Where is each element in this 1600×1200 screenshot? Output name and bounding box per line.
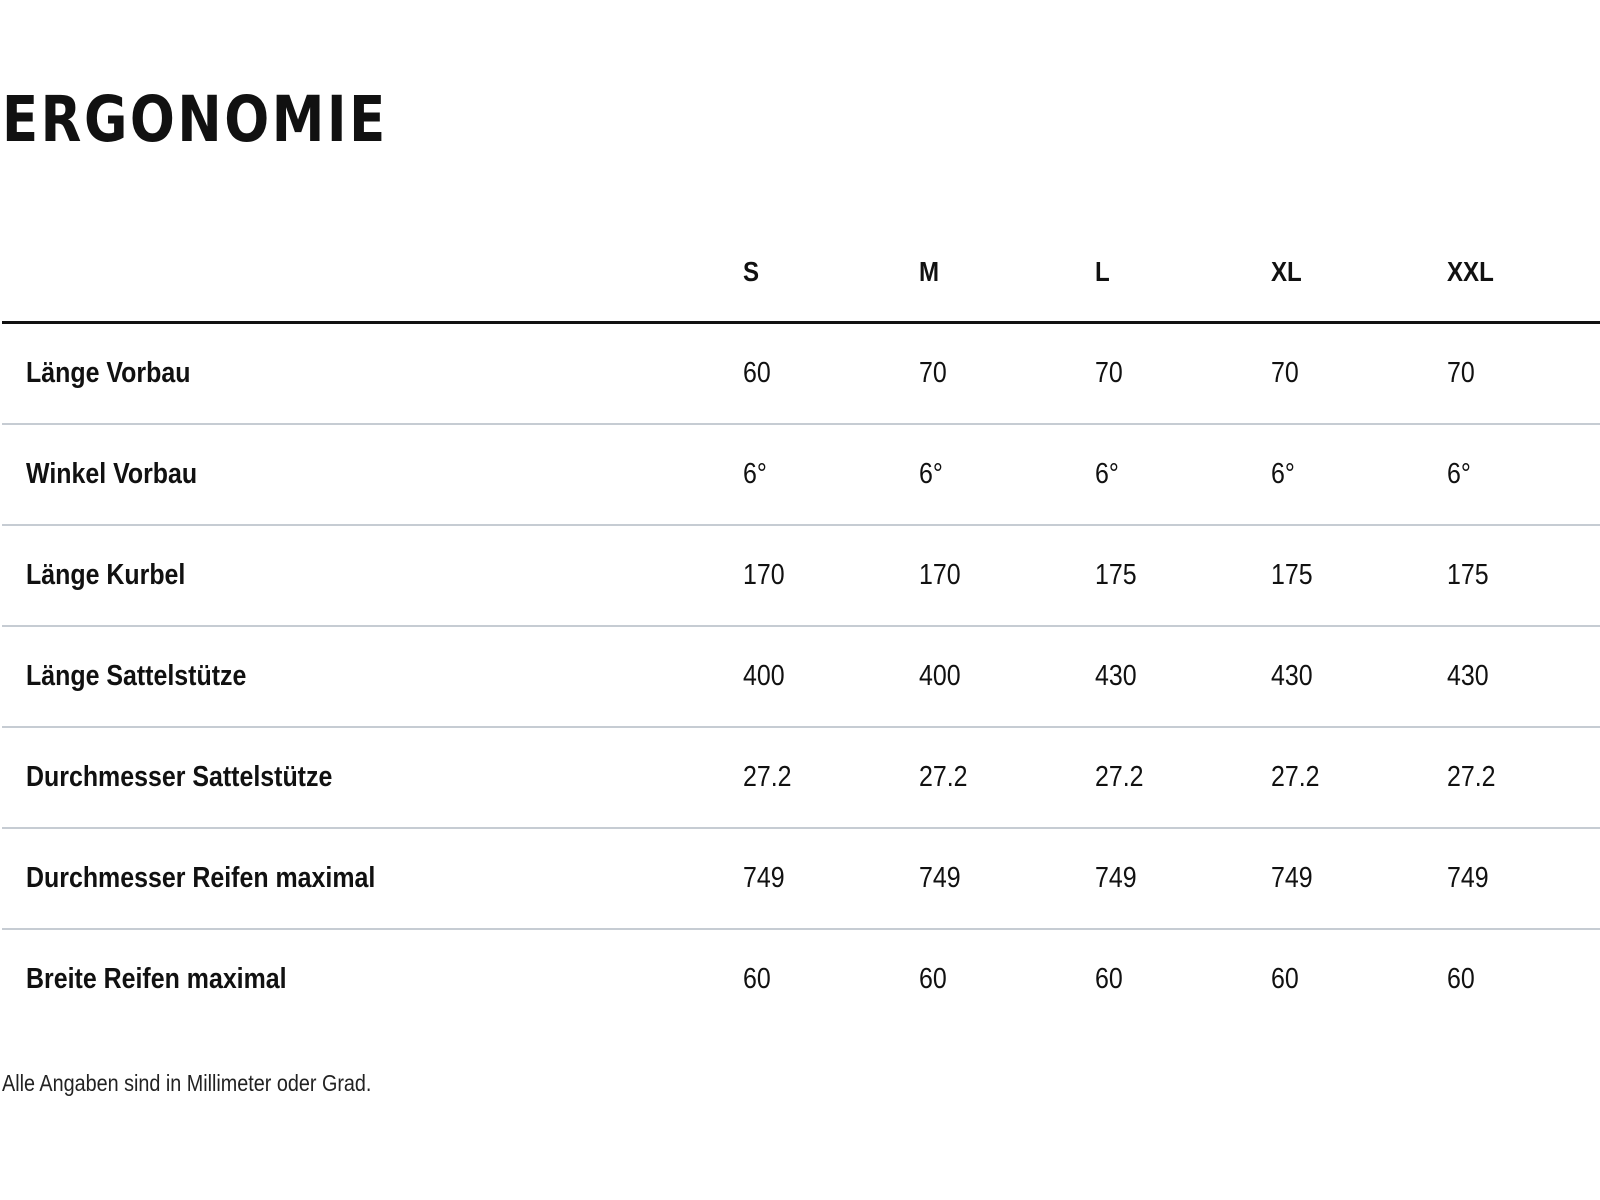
table-cell: 175: [1095, 525, 1271, 626]
row-label: Länge Sattelstütze: [2, 626, 743, 727]
header-size-l: L: [1095, 222, 1271, 323]
table-cell: 70: [1447, 323, 1600, 425]
table-row: [2, 727, 1600, 828]
table-cell: 60: [1095, 963, 1123, 995]
row-label: Durchmesser Reifen maximal: [2, 828, 743, 929]
table-cell: 6°: [919, 424, 1095, 525]
table-cell: 175: [1271, 525, 1447, 626]
page-title: ERGONOMIE: [2, 83, 388, 156]
table-cell: 27.2: [1271, 727, 1447, 828]
table-cell: 70: [1271, 323, 1447, 425]
table-cell: 27.2: [919, 727, 1095, 828]
table-cell: 27.2: [1095, 727, 1271, 828]
table-body: [2, 323, 1600, 1030]
table-row: [2, 929, 1600, 1029]
header-size-xxl: XXL: [1447, 222, 1600, 323]
table-cell: 749: [919, 828, 1095, 929]
table-cell: 175: [1447, 525, 1600, 626]
table-cell: 400: [743, 626, 919, 727]
ergonomics-table: [2, 222, 1600, 1029]
table-cell: 430: [1271, 626, 1447, 727]
table-cell: 70: [1095, 323, 1271, 425]
table-cell: 170: [743, 525, 919, 626]
table-cell: 430: [1095, 626, 1271, 727]
table-cell: 749: [1271, 828, 1447, 929]
table-cell: 6°: [743, 424, 919, 525]
table-cell: 6°: [1271, 424, 1447, 525]
table-row: [2, 525, 1600, 626]
table-header: [2, 222, 1600, 323]
table-row: [2, 424, 1600, 525]
table-row: [2, 626, 1600, 727]
header-size-s: S: [743, 222, 919, 323]
table-cell: 6°: [1095, 424, 1271, 525]
table-cell: 60: [1271, 963, 1299, 995]
table-row: [2, 828, 1600, 929]
table-cell: 60: [743, 323, 919, 425]
table-cell: 27.2: [1447, 727, 1600, 828]
footnote: Alle Angaben sind in Millimeter oder Grad.: [2, 1070, 372, 1096]
row-label: Winkel Vorbau: [2, 424, 743, 525]
header-empty: [2, 222, 743, 323]
header-row: [2, 222, 1600, 323]
table-row: [2, 323, 1600, 425]
table-cell: 6°: [1447, 424, 1600, 525]
row-label: Länge Kurbel: [2, 525, 743, 626]
table-cell: 749: [1447, 828, 1600, 929]
table-cell: 70: [919, 323, 1095, 425]
table-cell: 60: [919, 963, 947, 995]
row-label: Breite Reifen maximal: [26, 963, 287, 995]
table-cell: 60: [743, 963, 771, 995]
header-size-xl: XL: [1271, 222, 1447, 323]
table-cell: 749: [743, 828, 919, 929]
table-cell: 27.2: [743, 727, 919, 828]
table-cell: 749: [1095, 828, 1271, 929]
row-label: Länge Vorbau: [2, 323, 743, 425]
table-cell: 400: [919, 626, 1095, 727]
table-cell: 170: [919, 525, 1095, 626]
row-label: Durchmesser Sattelstütze: [2, 727, 743, 828]
table-cell: 60: [1447, 963, 1475, 995]
header-size-m: M: [919, 222, 1095, 323]
table-cell: 430: [1447, 626, 1600, 727]
